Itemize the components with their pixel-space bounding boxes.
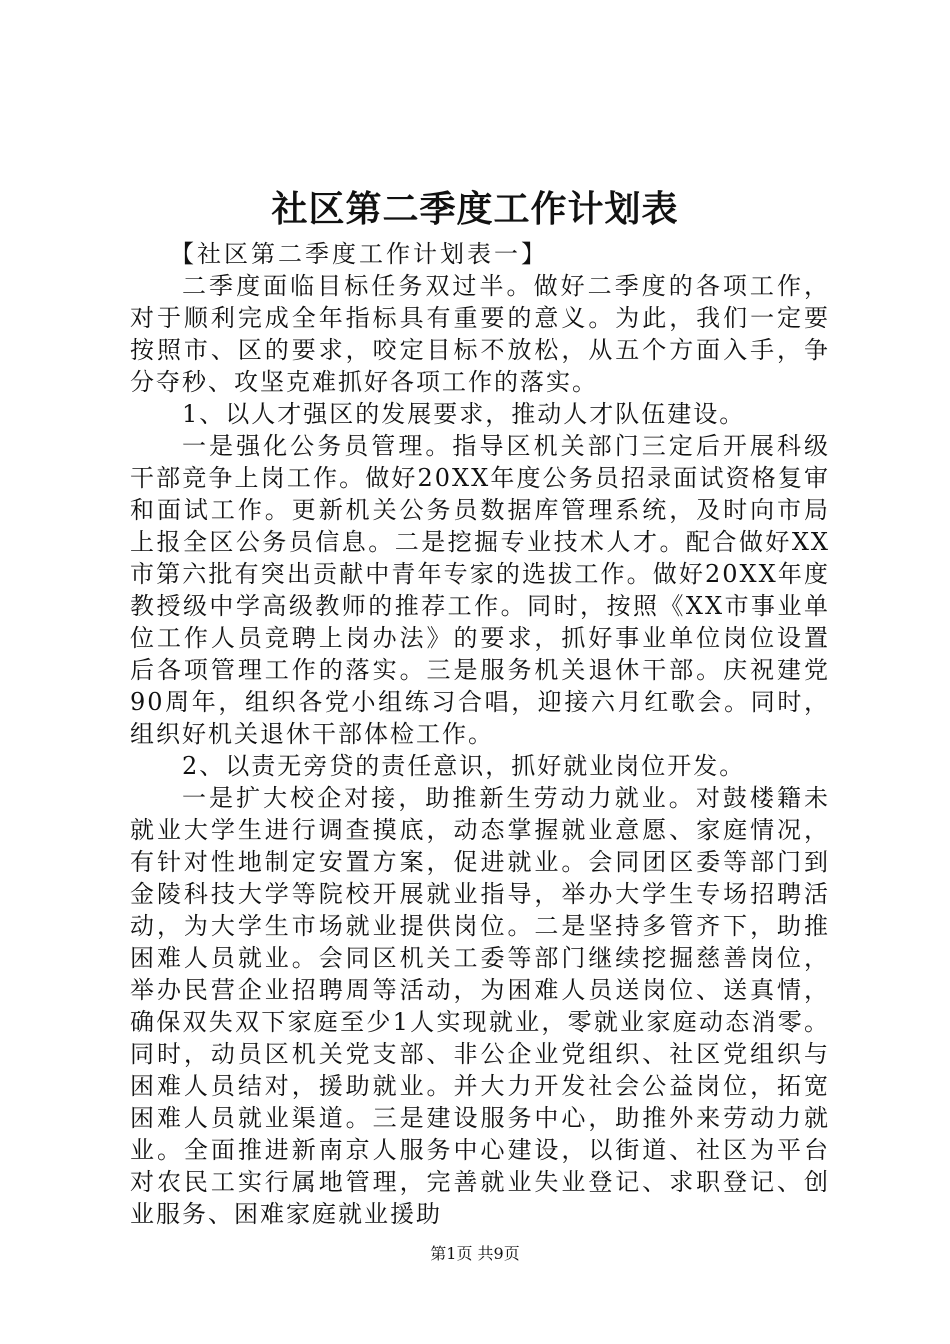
paragraph-section-1: 一是强化公务员管理。指导区机关部门三定后开展科级干部竞争上岗工作。做好20XX年度公务员招录面试资格复审和面试工作。更新机关公务员数据库管理系统，及时向市局上报全区公务员信息。二是挖掘专业技术人才。配合做好XX市第六批有突出贡献中青年专家的选拔工作。做好20XX年度教授级中学高级教师的推荐工作。同时，按照《XX市事业单位工作人员竞聘上岗办法》的要求，抓好事业单位岗位设置后各项管理工作的落实。三是服务机关退休干部。庆祝建党90周年，组织各党小组练习合唱，迎接六月红歌会。同时，组织好机关退休干部体检工作。: [130, 432, 830, 748]
document-body: [130, 238, 830, 1230]
section-heading-1: 1、以人才强区的发展要求，推动人才队伍建设。: [182, 400, 746, 428]
section-heading-2: 2、以责无旁贷的责任意识，抓好就业岗位开发。: [182, 752, 746, 780]
document-subtitle: 【社区第二季度工作计划表一】: [170, 240, 548, 268]
paragraph-section-2: 一是扩大校企对接，助推新生劳动力就业。对鼓楼籍未就业大学生进行调查摸底，动态掌握就业意愿、家庭情况，有针对性地制定安置方案，促进就业。会同团区委等部门到金陵科技大学等院校开展就业指导，举办大学生专场招聘活动，为大学生市场就业提供岗位。二是坚持多管齐下，助推困难人员就业。会同区机关工委等部门继续挖掘慈善岗位，举办民营企业招聘周等活动，为困难人员送岗位、送真情，确保双失双下家庭至少1人实现就业，零就业家庭动态消零。同时，动员区机关党支部、非公企业党组织、社区党组织与困难人员结对，援助就业。并大力开发社会公益岗位，拓宽困难人员就业渠道。三是建设服务中心，助推外来劳动力就业。全面推进新南京人服务中心建设，以街道、社区为平台对农民工实行属地管理，完善就业失业登记、求职登记、创业服务、困难家庭就业援助: [130, 784, 830, 1228]
page-number-footer: 第1页 共9页: [430, 1244, 520, 1263]
document-title: 社区第二季度工作计划表: [271, 188, 679, 230]
paragraph-intro: 二季度面临目标任务双过半。做好二季度的各项工作，对于顺利完成全年指标具有重要的意义。为此，我们一定要按照市、区的要求，咬定目标不放松，从五个方面入手，争分夺秒、攻坚克难抓好各项工作的落实。: [130, 272, 830, 396]
